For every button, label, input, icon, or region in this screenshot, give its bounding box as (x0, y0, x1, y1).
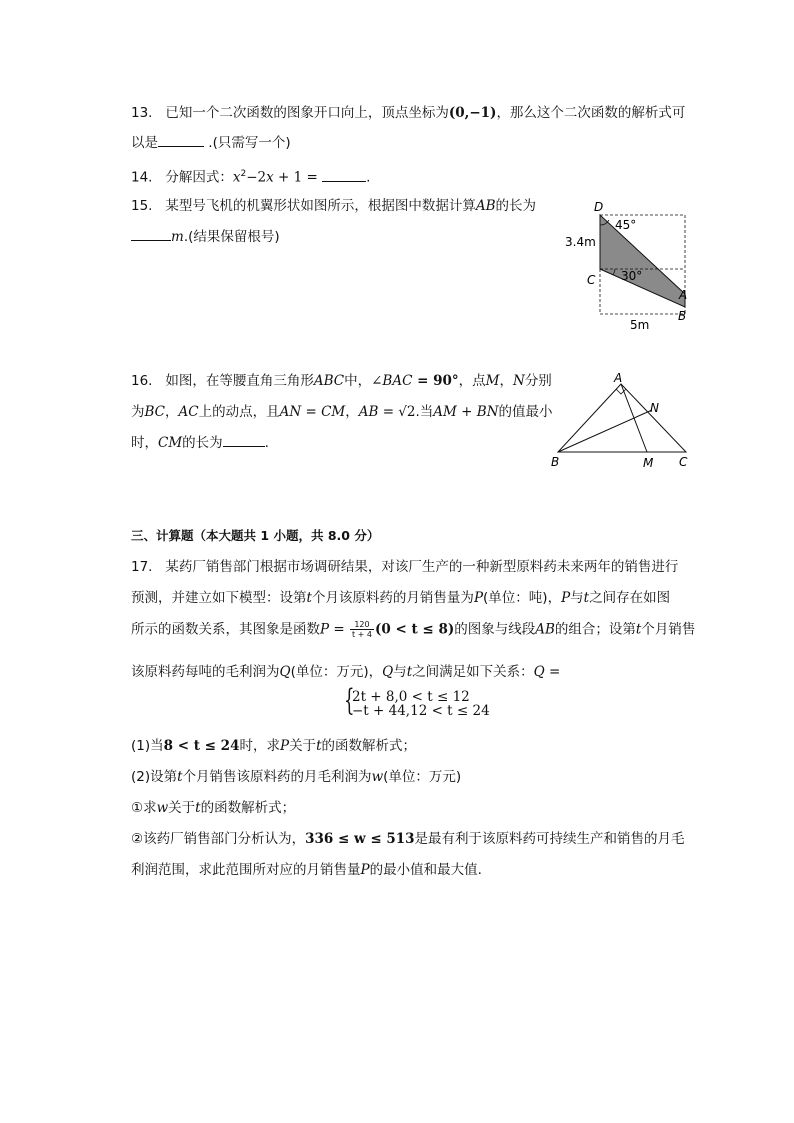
q16-text: 分别 (524, 373, 552, 389)
q17-text: (1)当 (131, 738, 164, 754)
q17-var: P (561, 590, 571, 606)
q16-var: BAC (382, 373, 413, 389)
q16-var: AM (433, 404, 457, 420)
q17-fraction (350, 620, 374, 639)
q14-end: . (366, 169, 371, 186)
q16-var: ABC (313, 373, 345, 389)
q17-var: AB (535, 621, 555, 638)
triangle-abc (558, 384, 686, 452)
fraction-denominator: t + 4 (351, 630, 372, 639)
q17-line-1 (131, 558, 678, 576)
q14-var: x (266, 169, 274, 186)
q17-line-3 (131, 620, 695, 639)
q16-text: 的长为 (182, 435, 223, 451)
length-bottom-label: 5m (630, 318, 650, 332)
q13-text: 已知一个二次函数的图象开口向上，顶点坐标为 (165, 105, 449, 121)
q17-text: 之间存在如图 (589, 590, 671, 606)
q15-unit: m (171, 229, 184, 245)
q17-line-4 (131, 663, 560, 681)
q16-text: 如图，在等腰直角三角形 (165, 373, 314, 389)
q17-text: 的最小值和最大值. (369, 862, 482, 878)
q14-answer-blank[interactable] (322, 169, 366, 182)
q17-text: 该原料药每吨的毛利润为 (131, 664, 280, 680)
q17-expr: Q = (533, 664, 561, 680)
q17-text: (单位：万元)， (290, 664, 383, 680)
q17-text: 个月该原料药的月销售量为 (311, 590, 474, 606)
q17-sub-2-2 (131, 830, 685, 848)
q17-text: 关于 (168, 800, 196, 816)
q17-text: 的图象与线段 (454, 621, 536, 638)
section-count: 1 (260, 528, 270, 543)
q16-text: ， (345, 404, 359, 420)
q16-var: BC (144, 404, 166, 420)
q17-expr: P = (320, 621, 349, 638)
q16-var: N (513, 373, 525, 389)
q17-expr: 336 ≤ w ≤ 513 (305, 831, 415, 847)
q15-var: AB (475, 198, 496, 214)
wing-shape (600, 215, 688, 307)
q17-text: 关于 (289, 738, 317, 754)
q17-text: 预测，并建立如下模型：设第 (131, 590, 307, 606)
section-title: 小题，共 (273, 528, 324, 543)
q13-vertex: (0,−1) (448, 105, 497, 121)
q16-var: CM (158, 435, 183, 451)
q17-var: t (583, 590, 590, 606)
case-1: 2t + 8,0 < t ≤ 12 (352, 689, 470, 705)
label-c: C (679, 455, 688, 469)
q17-text: 的函数解析式； (321, 738, 416, 754)
section-title: 三、计算题（本大题共 (131, 528, 257, 543)
q17-sub-2-2-cont (131, 861, 482, 879)
q13-text: .(只需写一个) (208, 135, 291, 151)
q17-var: w (371, 769, 384, 785)
q17-line-2 (131, 589, 670, 607)
q17-number: 17. (131, 559, 153, 575)
q16-expr: = 90° (412, 373, 459, 389)
q13-text: ，那么这个二次函数的解析式可 (496, 105, 686, 121)
q17-text: 时，求 (239, 738, 280, 754)
q17-text: ①求 (131, 800, 157, 816)
q16-text: .当 (415, 404, 434, 420)
q17-text: 利润范围，求此范围所对应的月销售量 (131, 862, 361, 878)
q17-var: P (473, 590, 484, 606)
q17-text: 与 (570, 590, 584, 606)
q16-angle-symbol: ∠ (371, 373, 383, 389)
q14-exponent: 2 (240, 169, 247, 179)
q16-var: AN (279, 404, 302, 420)
q16-text: ， (499, 373, 513, 389)
q13-text: 以是 (131, 135, 158, 151)
q17-text: 某药厂销售部门根据市场调研结果，对该厂生产的一种新型原料药未来两年的销售进行 (165, 559, 679, 575)
section-3-heading (131, 527, 379, 545)
label-m: M (643, 456, 654, 470)
q17-sub-2 (131, 768, 461, 786)
q16-number: 16. (131, 373, 153, 389)
q16-text: 为 (131, 404, 145, 420)
q16-text: 中， (344, 373, 372, 389)
q17-sub-2-1 (131, 799, 295, 817)
q16-text: 时， (131, 435, 158, 451)
q17-text: (单位：吨)， (483, 590, 562, 606)
q13-number: 13. (131, 105, 153, 121)
label-b: B (551, 455, 560, 469)
q17-text: 的组合；设第 (554, 621, 636, 638)
section-title: 分） (354, 528, 380, 543)
q17-var: P (360, 862, 370, 878)
angle-30-label: 30° (621, 269, 643, 283)
q15-text: .(结果保留根号) (183, 229, 280, 245)
label-b: B (678, 309, 687, 323)
q16-expr: = √2 (378, 404, 416, 420)
q13-line-2 (131, 134, 291, 152)
case-2: −t + 44,12 < t ≤ 24 (352, 703, 490, 719)
q15-text: 的长为 (495, 198, 537, 214)
q16-expr: = (301, 404, 322, 420)
q16-var: AC (178, 404, 199, 420)
q14-number: 14. (131, 169, 153, 186)
q17-text: 个月销售该原料药的月毛利润为 (182, 769, 372, 785)
q17-text: 是最有利于该原料药可持续生产和销售的月毛 (414, 831, 685, 847)
length-dc-label: 3.4m (565, 235, 596, 249)
q17-var: t (316, 738, 322, 754)
q17-var: t (306, 590, 312, 606)
q17-text: 与 (393, 664, 407, 680)
q17-var: t (177, 769, 183, 785)
q17-var: Q (382, 664, 394, 680)
q16-text: 的值最小 (498, 404, 553, 420)
section-score: 8.0 (327, 528, 350, 543)
q16-line-2 (131, 403, 553, 421)
q17-var: w (156, 800, 169, 816)
q16-text: ，点 (458, 373, 486, 389)
q16-var: BN (476, 404, 499, 420)
label-a: A (614, 371, 623, 385)
q17-var: P (279, 738, 290, 754)
q17-var: t (406, 664, 413, 680)
q16-line-1 (131, 372, 552, 390)
q16-var: M (485, 373, 500, 389)
q17-var: t (195, 800, 201, 816)
q17-text: ②该药厂销售部门分析认为， (131, 831, 306, 847)
q15-number: 15. (131, 198, 153, 214)
q16-expr: + (456, 404, 477, 420)
q16-end: . (264, 435, 269, 451)
label-a: A (679, 288, 688, 302)
q16-text: ， (165, 404, 179, 420)
q17-sub-1 (131, 737, 416, 755)
q13-answer-blank[interactable] (158, 134, 204, 147)
q13-line-1 (131, 104, 685, 122)
q16-answer-blank[interactable] (223, 434, 265, 447)
q17-text: (单位：万元) (383, 769, 462, 785)
q16-var: AB (358, 404, 379, 420)
triangle-figure (545, 370, 705, 474)
q17-text: 所示的函数关系，其图象是函数 (131, 621, 320, 638)
q14-var: x (232, 169, 241, 186)
label-d: D (594, 200, 604, 214)
q17-text: 之间满足如下关系： (412, 664, 534, 680)
angle-45-label: 45° (615, 218, 637, 232)
brace: { (344, 683, 355, 718)
q17-var: Q (279, 664, 291, 680)
segment-bn (558, 410, 652, 452)
label-n: N (650, 401, 659, 415)
fraction-numerator: 120 (350, 620, 374, 630)
q15-line-1 (131, 197, 536, 215)
piecewise-function (344, 683, 504, 722)
q14-expr: + 1 = (273, 169, 318, 186)
q17-text: 的函数解析式； (200, 800, 296, 816)
q14-line (131, 165, 370, 187)
wing-figure (560, 196, 700, 336)
q15-line-2 (131, 228, 280, 246)
q15-text: 某型号飞机的机翼形状如图所示，根据图中数据计算 (165, 198, 476, 214)
q16-var: CM (321, 404, 346, 420)
q17-var: t (635, 621, 642, 638)
q17-text: (2)设第 (131, 769, 178, 785)
q17-expr: (0 < t ≤ 8) (375, 621, 455, 638)
label-c: C (587, 273, 596, 287)
q16-text: 上的动点，且 (198, 404, 280, 420)
q17-expr: 8 < t ≤ 24 (163, 738, 240, 754)
q15-answer-blank[interactable] (131, 228, 171, 241)
q16-line-3 (131, 434, 269, 452)
q17-text: 个月销售 (641, 621, 696, 638)
q14-expr: −2 (246, 169, 267, 186)
q14-text: 分解因式： (165, 169, 233, 186)
